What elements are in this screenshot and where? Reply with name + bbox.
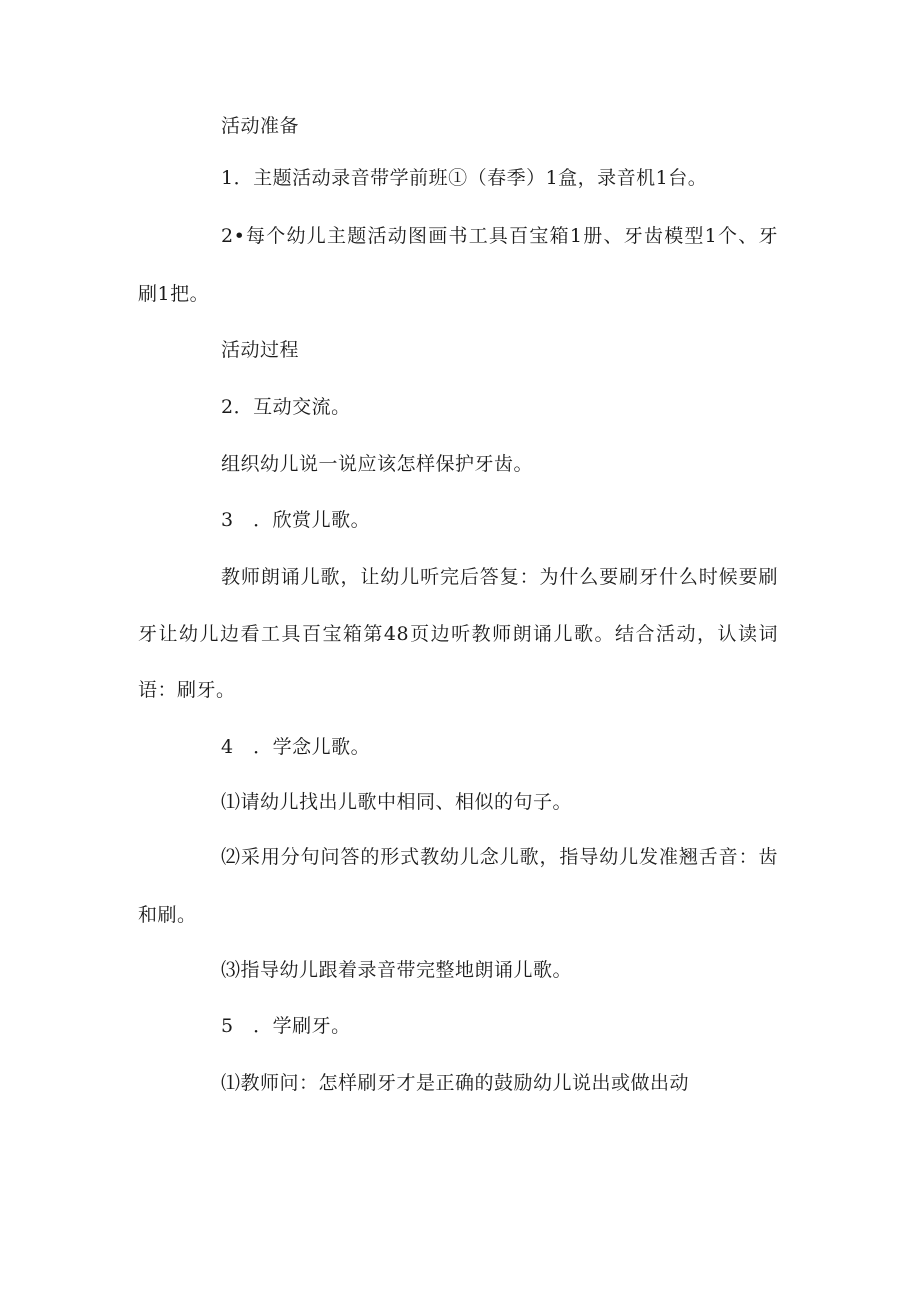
- process-step-3: 3 ．欣赏儿歌。: [221, 509, 371, 531]
- process-step-2: 2．互动交流。: [221, 396, 351, 418]
- preparation-item-1: 1．主题活动录音带学前班①（春季）1盒，录音机1台。: [221, 167, 708, 189]
- process-step-4-sub-2-line-1: ⑵采用分句问答的形式教幼儿念儿歌，指导幼儿发准翘舌音：齿: [221, 846, 778, 868]
- preparation-item-2-line-1: 2•每个幼儿主题活动图画书工具百宝箱1册、牙齿模型1个、牙: [221, 225, 778, 247]
- heading-activity-preparation: 活动准备: [221, 115, 300, 137]
- process-step-2-detail: 组织幼儿说一说应该怎样保护牙齿。: [221, 453, 534, 475]
- process-step-4: 4 ．学念儿歌。: [221, 736, 371, 758]
- process-step-5: 5 ．学刷牙。: [221, 1015, 351, 1037]
- process-step-3-detail-line-3: 语：刷牙。: [138, 679, 236, 701]
- process-step-5-sub-1: ⑴教师问：怎样刷牙才是正确的鼓励幼儿说出或做出动: [221, 1072, 690, 1094]
- process-step-3-detail-line-2: 牙让幼儿边看工具百宝箱第48页边听教师朗诵儿歌。结合活动，认读词: [138, 623, 778, 645]
- process-step-4-sub-1: ⑴请幼儿找出儿歌中相同、相似的句子。: [221, 791, 573, 813]
- preparation-item-2-line-2: 刷1把。: [138, 283, 210, 305]
- process-step-4-sub-2-line-2: 和刷。: [138, 904, 197, 926]
- heading-activity-process: 活动过程: [221, 339, 300, 361]
- process-step-4-sub-3: ⑶指导幼儿跟着录音带完整地朗诵儿歌。: [221, 959, 573, 981]
- process-step-3-detail-line-1: 教师朗诵儿歌，让幼儿听完后答复：为什么要刷牙什么时候要刷: [221, 566, 778, 588]
